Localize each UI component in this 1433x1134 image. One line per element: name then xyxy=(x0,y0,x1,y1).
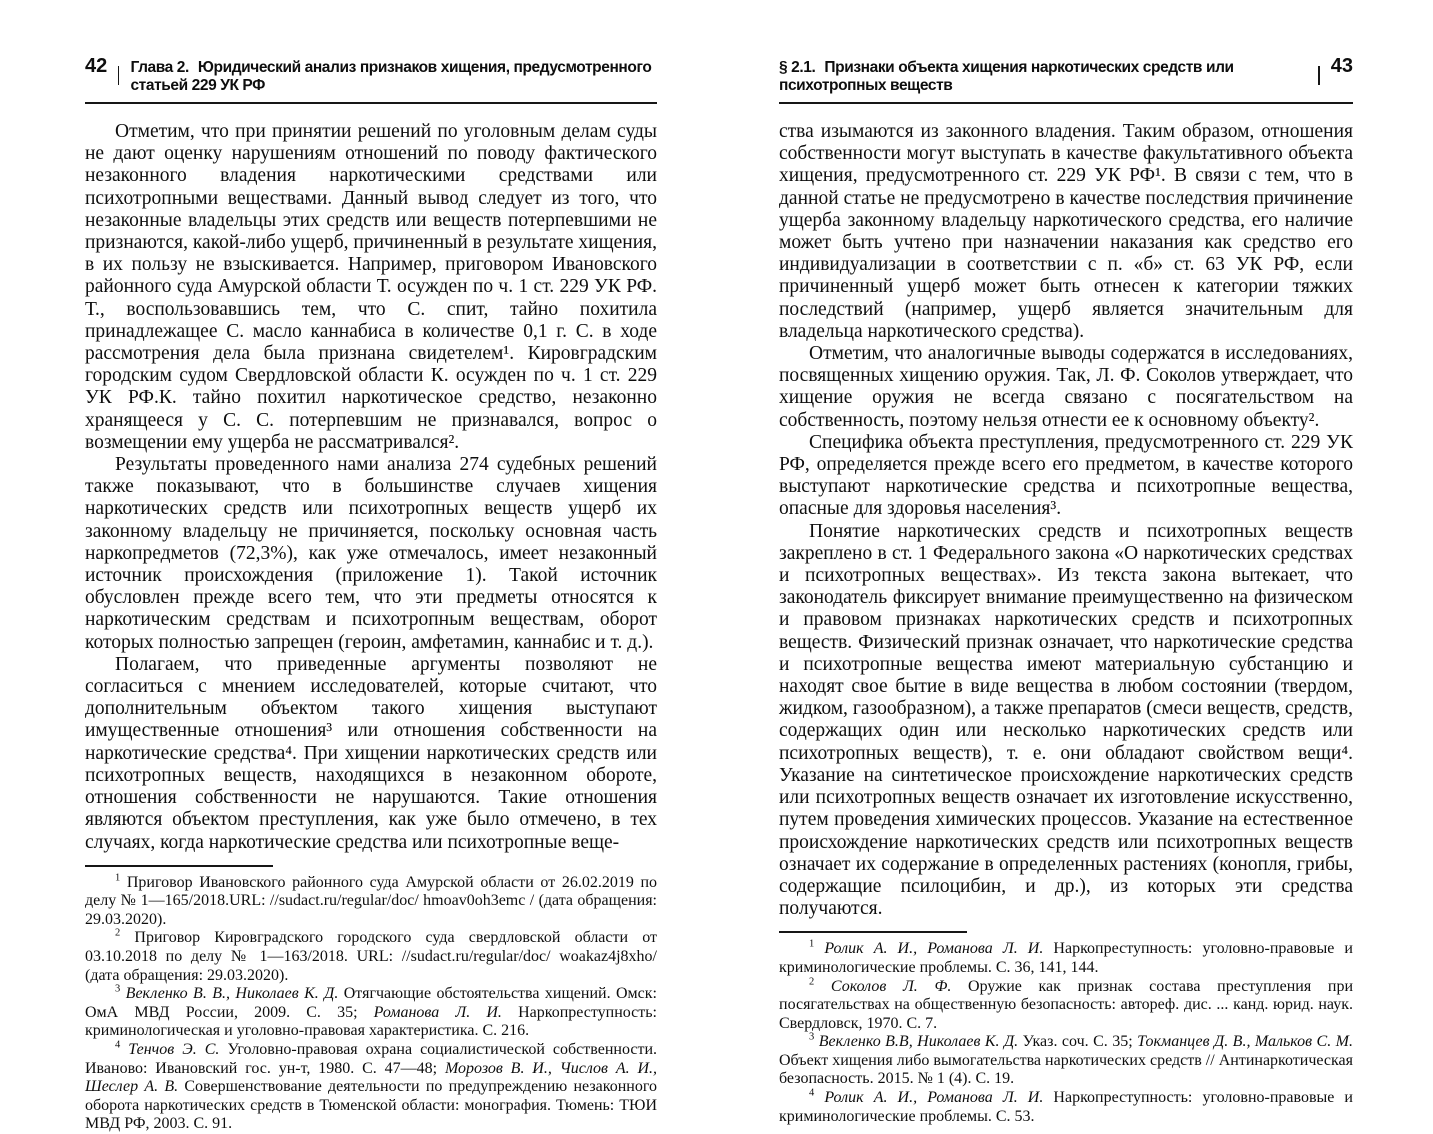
paragraph: Полагаем, что приведенные аргументы позволяют не согласиться с мнением исследователей, которые считают, что дополнительным объектом такого хищения выступают имущественные отношения³ или отношения собственности на наркотические средства⁴. При хищении наркотических средств или психотропных веществ, находящихся в незаконном обороте, отношения собственности не нарушаются. Такие отношения являются объектом преступления, как уже было отмечено, в тех случаях, когда наркотические средства или психотропные веще- xyxy=(85,653,657,853)
footnote-text: Наркопреступность: уголовно-правовые и криминологические проблемы. С. 36, 141, 144. xyxy=(779,940,1353,976)
right-page-number: 43 xyxy=(1330,55,1353,77)
left-page-header xyxy=(85,56,657,104)
footnote xyxy=(85,1041,657,1134)
right-running-title xyxy=(779,59,1307,95)
footnote-marker: 2 xyxy=(115,928,121,940)
left-page-number: 42 xyxy=(85,55,108,77)
footnote-marker: 1 xyxy=(809,938,815,950)
footnote-author: Соколов Л. Ф. xyxy=(830,977,952,995)
footnote-marker: 4 xyxy=(115,1039,121,1051)
footnote-text: Оружие как признак состава преступления при посягательствах на общественную безопасность: автореф. дис. ... канд. юрид. наук. Свердловск, 1970. С. 7. xyxy=(779,977,1354,1032)
footnote xyxy=(779,940,1353,977)
footnote-text: Приговор Кировградского городского суда свердловской области от 03.10.2018 по делу № 1—163/2018. URL: //sudact.ru/regular/doc/ woakaz4j8xho/ (дата обращения: 29.03.2020). xyxy=(85,929,658,984)
footnote-author: Тенчов Э. С. xyxy=(128,1041,220,1059)
footnote-text: Приговор Ивановского районного суда Амурской области от 26.02.2019 по делу № 1—165/2018.URL: //sudact.ru/regular/doc/ hmoav0oh3emc / (дата обращения: 29.03.2020). xyxy=(85,873,658,928)
footnote-author: Векленко В. В., Николаев К. Д. xyxy=(125,985,339,1003)
footnote-text: Наркопреступность: криминологическая и уголовно-правовая характеристика. С. 216. xyxy=(85,1003,658,1040)
footnote-text: Указ. соч. С. 35; xyxy=(1018,1033,1138,1051)
footnote-text: Совершенствование деятельности по предупреждению незаконного оборота наркотических средств в Тюменской области: монография. Тюмень: ТЮИ МВД РФ, 2003. С. 91. xyxy=(85,1078,658,1133)
footnote xyxy=(85,985,657,1041)
footnote xyxy=(779,978,1353,1034)
left-page-body xyxy=(85,121,657,854)
footnote-marker: 2 xyxy=(809,976,815,988)
footnote-author: Ролик А. И., Романова Л. И. xyxy=(824,1089,1044,1107)
footnote xyxy=(779,1033,1353,1089)
footnote-author: Ролик А. И., Романова Л. И. xyxy=(824,940,1044,958)
footnote-author: Векленко В.В, Николаев К. Д. xyxy=(818,1033,1019,1051)
footnote-marker: 3 xyxy=(115,983,121,995)
footnote xyxy=(85,929,657,985)
left-page-footnotes xyxy=(85,874,657,1134)
paragraph: Понятие наркотических средств и психотропных веществ закреплено в ст. 1 Федерального закона «О наркотических средствах и психотропных веществах». Из текста закона вытекает, что законодатель фиксирует внимание преимущественно на физическом и правовом признаках наркотических средств и психотропных веществ. Физический признак означает, что наркотические средства и психотропные вещества имеют материальную субстанцию и находят свое бытие в виде вещества в любом состоянии (твердом, жидком, газообразном), а также препаратов (смеси веществ, средств, содержащих один или несколько наркотических средств или психотропных веществ), т. е. они обладают свойством вещи⁴. Указание на синтетическое происхождение наркотических средств или психотропных веществ означает их изготовление искусственно, путем проведения химических процессов. Указание на естественное происхождение наркотических средств или психотропных веществ означает их содержание в определенных растениях (конопля, грибы, содержащие псилоцибин, и др.), из которых эти средства получаются. xyxy=(779,520,1353,920)
header-divider xyxy=(118,66,119,85)
left-page xyxy=(85,56,657,1134)
footnote-marker: 3 xyxy=(809,1031,815,1043)
footnote-author: Морозов В. И., Числов А. И., Шеслер А. В. xyxy=(85,1059,658,1096)
footnote-marker: 1 xyxy=(115,872,121,884)
footnote-separator xyxy=(779,931,967,933)
paragraph: Отметим, что при принятии решений по уголовным делам суды не дают оценку нарушениям отношений по поводу фактического незаконного владения наркотическими средствами или психотропными веществами. Данный вывод следует из того, что незаконные владельцы этих средств или веществ потерпевшими не признаются, какой-либо ущерб, причиненный в результате хищения, в их пользу не взыскивается. Например, приговором Ивановского районного суда Амурской области Т. осужден по ч. 1 ст. 229 УК РФ. Т., воспользовавшись тем, что С. спит, тайно похитила принадлежащее С. масло каннабиса в количестве 0,1 г. С. в ходе рассмотрения дела была признана свидетелем¹. Кировградским городским судом Свердловской области К. осужден по ч. 1 ст. 229 УК РФ.К. тайно похитил наркотическое средство, незаконно хранящееся у С. С. потерпевшим не признавался, вопрос о возмещении ему ущерба не рассматривался². xyxy=(85,121,657,453)
right-page-footnotes xyxy=(779,940,1353,1126)
chapter-title: Юридический анализ признаков хищения, предусмотренного статьей 229 УК РФ xyxy=(130,59,652,94)
right-page-body xyxy=(779,121,1353,920)
footnote xyxy=(85,874,657,930)
paragraph: ства изымаются из законного владения. Таким образом, отношения собственности могут выступать в качестве факультативного объекта хищения, предусмотренного ст. 229 УК РФ¹. В связи с тем, что в данной статье не предусмотрено в качестве последствия причинение ущерба законному владельцу наркотического средства, его наличие может быть учтено при назначении наказания как средство его индивидуализации в соответствии с п. «б» ст. 63 УК РФ, если причиненный ущерб может быть отнесен к категории тяжких последствий (например, ущерб является значительным для владельца наркотического средства). xyxy=(779,121,1353,342)
footnote-separator xyxy=(85,865,273,867)
footnote xyxy=(779,1089,1353,1126)
header-divider xyxy=(1318,66,1320,85)
right-page-header xyxy=(779,56,1353,104)
right-page xyxy=(779,56,1353,1126)
left-running-title xyxy=(130,59,657,95)
paragraph: Отметим, что аналогичные выводы содержатся в исследованиях, посвященных хищению оружия. Так, Л. Ф. Соколов утверждает, что хищение оружия не всегда связано с посягательством на собственность, поэтому нельзя отнести ее к основному объекту². xyxy=(779,343,1353,431)
section-title: Признаки объекта хищения наркотических средств или психотропных веществ xyxy=(779,59,1234,94)
footnote-text: Уголовно-правовая охрана социалистической собственности. Иваново: Ивановский гос. ун-т, 1980. С. 47—48; xyxy=(85,1041,658,1077)
footnote-marker: 4 xyxy=(809,1087,815,1099)
footnote-author: Романова Л. И. xyxy=(373,1003,502,1021)
section-label: § 2.1. xyxy=(779,59,816,76)
paragraph: Специфика объекта преступления, предусмотренного ст. 229 УК РФ, определяется прежде всего его предметом, в качестве которого выступают наркотические средства и психотропные вещества, опасные для здоровья населения³. xyxy=(779,431,1353,520)
chapter-label: Глава 2. xyxy=(130,59,189,76)
footnote-author: Токманцев Д. В., Мальков С. М. xyxy=(1137,1033,1354,1051)
footnote-text: Наркопреступность: уголовно-правовые и криминологические проблемы. С. 53. xyxy=(779,1089,1353,1125)
paragraph: Результаты проведенного нами анализа 274 судебных решений также показывают, что в большинстве случаев хищения наркотических средств или психотропных веществ ущерб их законному владельцу не причиняется, поскольку основная часть наркопредметов (72,3%), как уже отмечалось, имеет незаконный источник происхождения (приложение 1). Такой источник обусловлен прежде всего тем, что эти предметы относятся к наркотическим средствам и психотропным веществам, оборот которых полностью запрещен (героин, амфетамин, каннабис и т. д.). xyxy=(85,454,657,653)
footnote-text: Объект хищения либо вымогательства наркотических средств // Антинаркотическая безопасность. 2015. № 1 (4). С. 19. xyxy=(779,1051,1353,1088)
footnote-text: Отягчающие обстоятельства хищений. Омск: ОмА МВД России, 2009. С. 35; xyxy=(85,985,657,1021)
